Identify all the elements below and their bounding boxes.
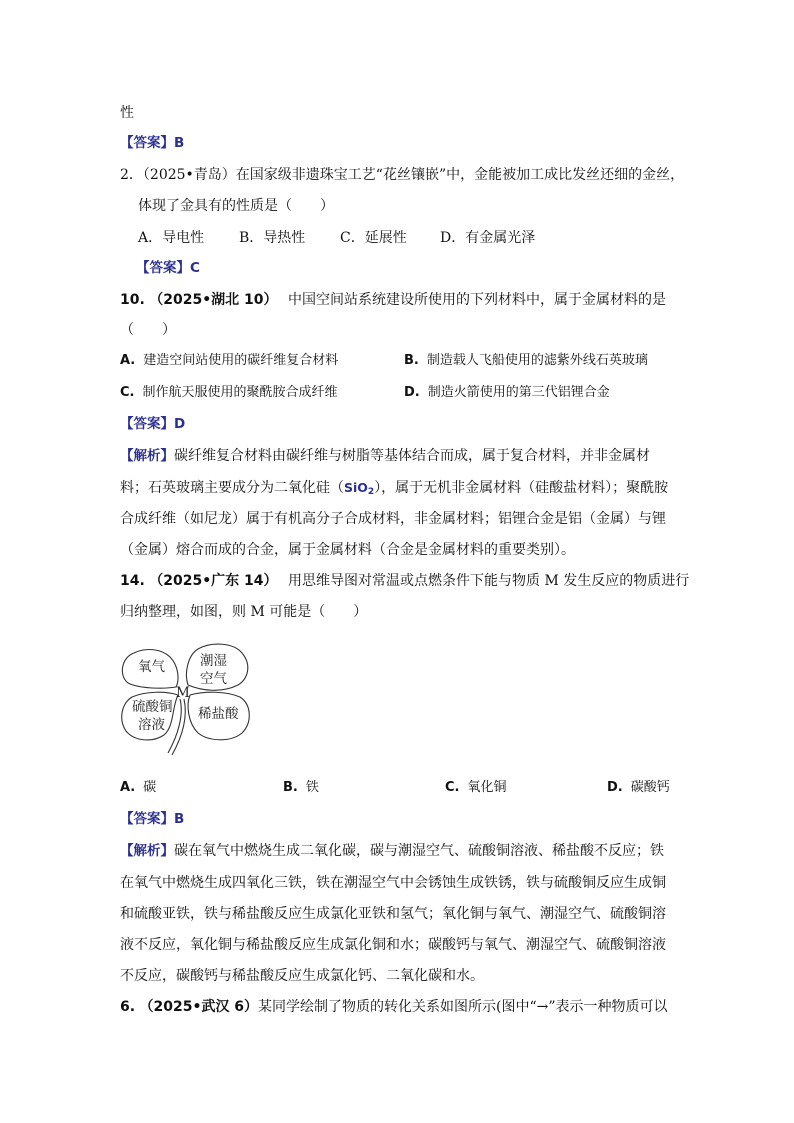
q10-number: 10. [120, 292, 145, 308]
q10-option-b [404, 351, 648, 371]
formula [344, 480, 374, 495]
q10-stem-text: 中国空间站系统建设所使用的下列材料中，属于金属材料的是 [288, 292, 666, 308]
answer-label: 【答案】 [136, 260, 190, 276]
option-text: 制造火箭使用的第三代铝锂合金 [427, 385, 610, 400]
leaf-label-tr-2: 空气 [200, 671, 227, 687]
q6-source: （2025•武汉 6） [139, 999, 259, 1015]
q2-option-c: C．延展性 [340, 230, 407, 246]
option-letter: A. [120, 780, 136, 795]
q2-stem-line1: 2．（2025•青岛）在国家级非遗珠宝工艺“花丝镶嵌”中，金能被加工成比发丝还细的金丝， [120, 167, 685, 183]
answer-value: B [174, 135, 185, 151]
q14-stem-line2: 归纳整理，如图，则 M 可能是（ ） [120, 604, 368, 620]
q2-stem-line2: 体现了金具有的性质是（ ） [138, 198, 334, 214]
q14-option-a [120, 778, 156, 798]
q14-option-b [283, 778, 319, 798]
q14-source: （2025•广东 14） [149, 573, 278, 589]
option-text: 碳酸钙 [630, 780, 670, 795]
q14-answer [120, 809, 184, 829]
q6-number: 6. [120, 999, 136, 1015]
option-letter: C. [445, 780, 460, 795]
answer-label: 【答案】 [120, 135, 174, 151]
q10-option-d [404, 383, 610, 403]
q14-option-d [607, 778, 670, 798]
answer-value: D [174, 416, 186, 432]
analysis-label: 【解析】 [120, 843, 174, 859]
q14-analysis-line1 [120, 841, 664, 861]
prev-answer [120, 133, 184, 153]
formula-subscript: 2 [367, 487, 375, 497]
leaf-label-tl: 氧气 [138, 659, 165, 675]
q14-stem [120, 571, 689, 591]
q14-option-c [445, 778, 507, 798]
option-letter: A. [120, 353, 136, 368]
option-letter: C. [120, 385, 135, 400]
analysis-text-tail: ），属于无机非金属材料（硅酸盐材料）；聚酰胺 [374, 480, 669, 496]
q10-analysis-line2 [120, 478, 668, 498]
answer-label: 【答案】 [120, 811, 174, 827]
q10-option-c [120, 383, 338, 403]
q2-option-b: B．导热性 [239, 230, 306, 246]
q6-stem-text: 某同学绘制了物质的转化关系如图所示(图中“→”表示一种物质可以 [258, 999, 668, 1015]
q10-stem [120, 290, 666, 310]
option-text: 氧化铜 [467, 780, 507, 795]
answer-label: 【答案】 [120, 416, 174, 432]
q14-analysis-line4: 液不反应，氧化铜与稀盐酸反应生成氯化铜和水；碳酸钙与氧气、潮湿空气、硫酸铜溶液 [120, 937, 666, 953]
q14-number: 14. [120, 573, 145, 589]
analysis-text: 料；石英玻璃主要成分为二氧化硅（ [120, 480, 344, 496]
leaf-label-tr-1: 潮湿 [200, 653, 227, 669]
q2-option-a: A．导电性 [138, 230, 205, 246]
continued-text: 性 [120, 105, 134, 121]
analysis-label: 【解析】 [120, 448, 174, 464]
q10-analysis-line3: 合成纤维（如尼龙）属于有机高分子合成材料，非金属材料；铝锂合金是铝（金属）与锂 [120, 511, 666, 527]
q14-analysis-line3: 和硫酸亚铁，铁与稀盐酸反应生成氯化亚铁和氢气；氧化铜与氧气、潮湿空气、硫酸铜溶 [120, 906, 666, 922]
option-letter: D. [404, 385, 420, 400]
leaf-label-br: 稀盐酸 [198, 706, 239, 722]
option-text: 建造空间站使用的碳纤维复合材料 [143, 353, 339, 368]
q10-answer [120, 414, 185, 434]
q10-analysis-line4: （金属）熔合而成的合金，属于金属材料（合金是金属材料的重要类别）。 [120, 542, 575, 558]
option-text: 制造载人飞船使用的滤紫外线石英玻璃 [426, 353, 648, 368]
q10-option-a [120, 351, 338, 371]
q14-analysis-line2: 在氧气中燃烧生成四氧化三铁，铁在潮湿空气中会锈蚀生成铁锈，铁与硫酸铜反应生成铜 [120, 875, 666, 891]
leaf-label-bl-1: 硫酸铜 [132, 699, 173, 715]
q14-analysis-line5: 不反应，碳酸钙与稀盐酸反应生成氯化钙、二氧化碳和水。 [120, 968, 484, 984]
analysis-text: 碳在氧气中燃烧生成二氧化碳，碳与潮湿空气、硫酸铜溶液、稀盐酸不反应；铁 [174, 843, 664, 859]
q6-stem [120, 997, 668, 1017]
formula-main: SiO [344, 480, 368, 495]
answer-value: B [174, 811, 185, 827]
q14-stem-text: 用思维导图对常温或点燃条件下能与物质 M 发生反应的物质进行 [288, 573, 690, 589]
option-letter: B. [283, 780, 298, 795]
clover-mind-map [118, 635, 258, 763]
q2-answer [136, 258, 200, 278]
q10-paren: （ ） [120, 322, 176, 338]
q10-analysis-line1 [120, 446, 650, 466]
option-letter: D. [607, 780, 623, 795]
q10-source: （2025•湖北 10） [149, 292, 278, 308]
center-label: M [176, 685, 190, 701]
answer-value: C [190, 260, 200, 276]
option-text: 铁 [305, 780, 319, 795]
option-text: 制作航天服使用的聚酰胺合成纤维 [142, 385, 338, 400]
option-text: 碳 [143, 780, 157, 795]
option-letter: B. [404, 353, 419, 368]
analysis-text: 碳纤维复合材料由碳纤维与树脂等基体结合而成，属于复合材料，并非金属材 [174, 448, 650, 464]
q2-option-d: D．有金属光泽 [440, 230, 536, 246]
leaf-label-bl-2: 溶液 [138, 717, 165, 733]
